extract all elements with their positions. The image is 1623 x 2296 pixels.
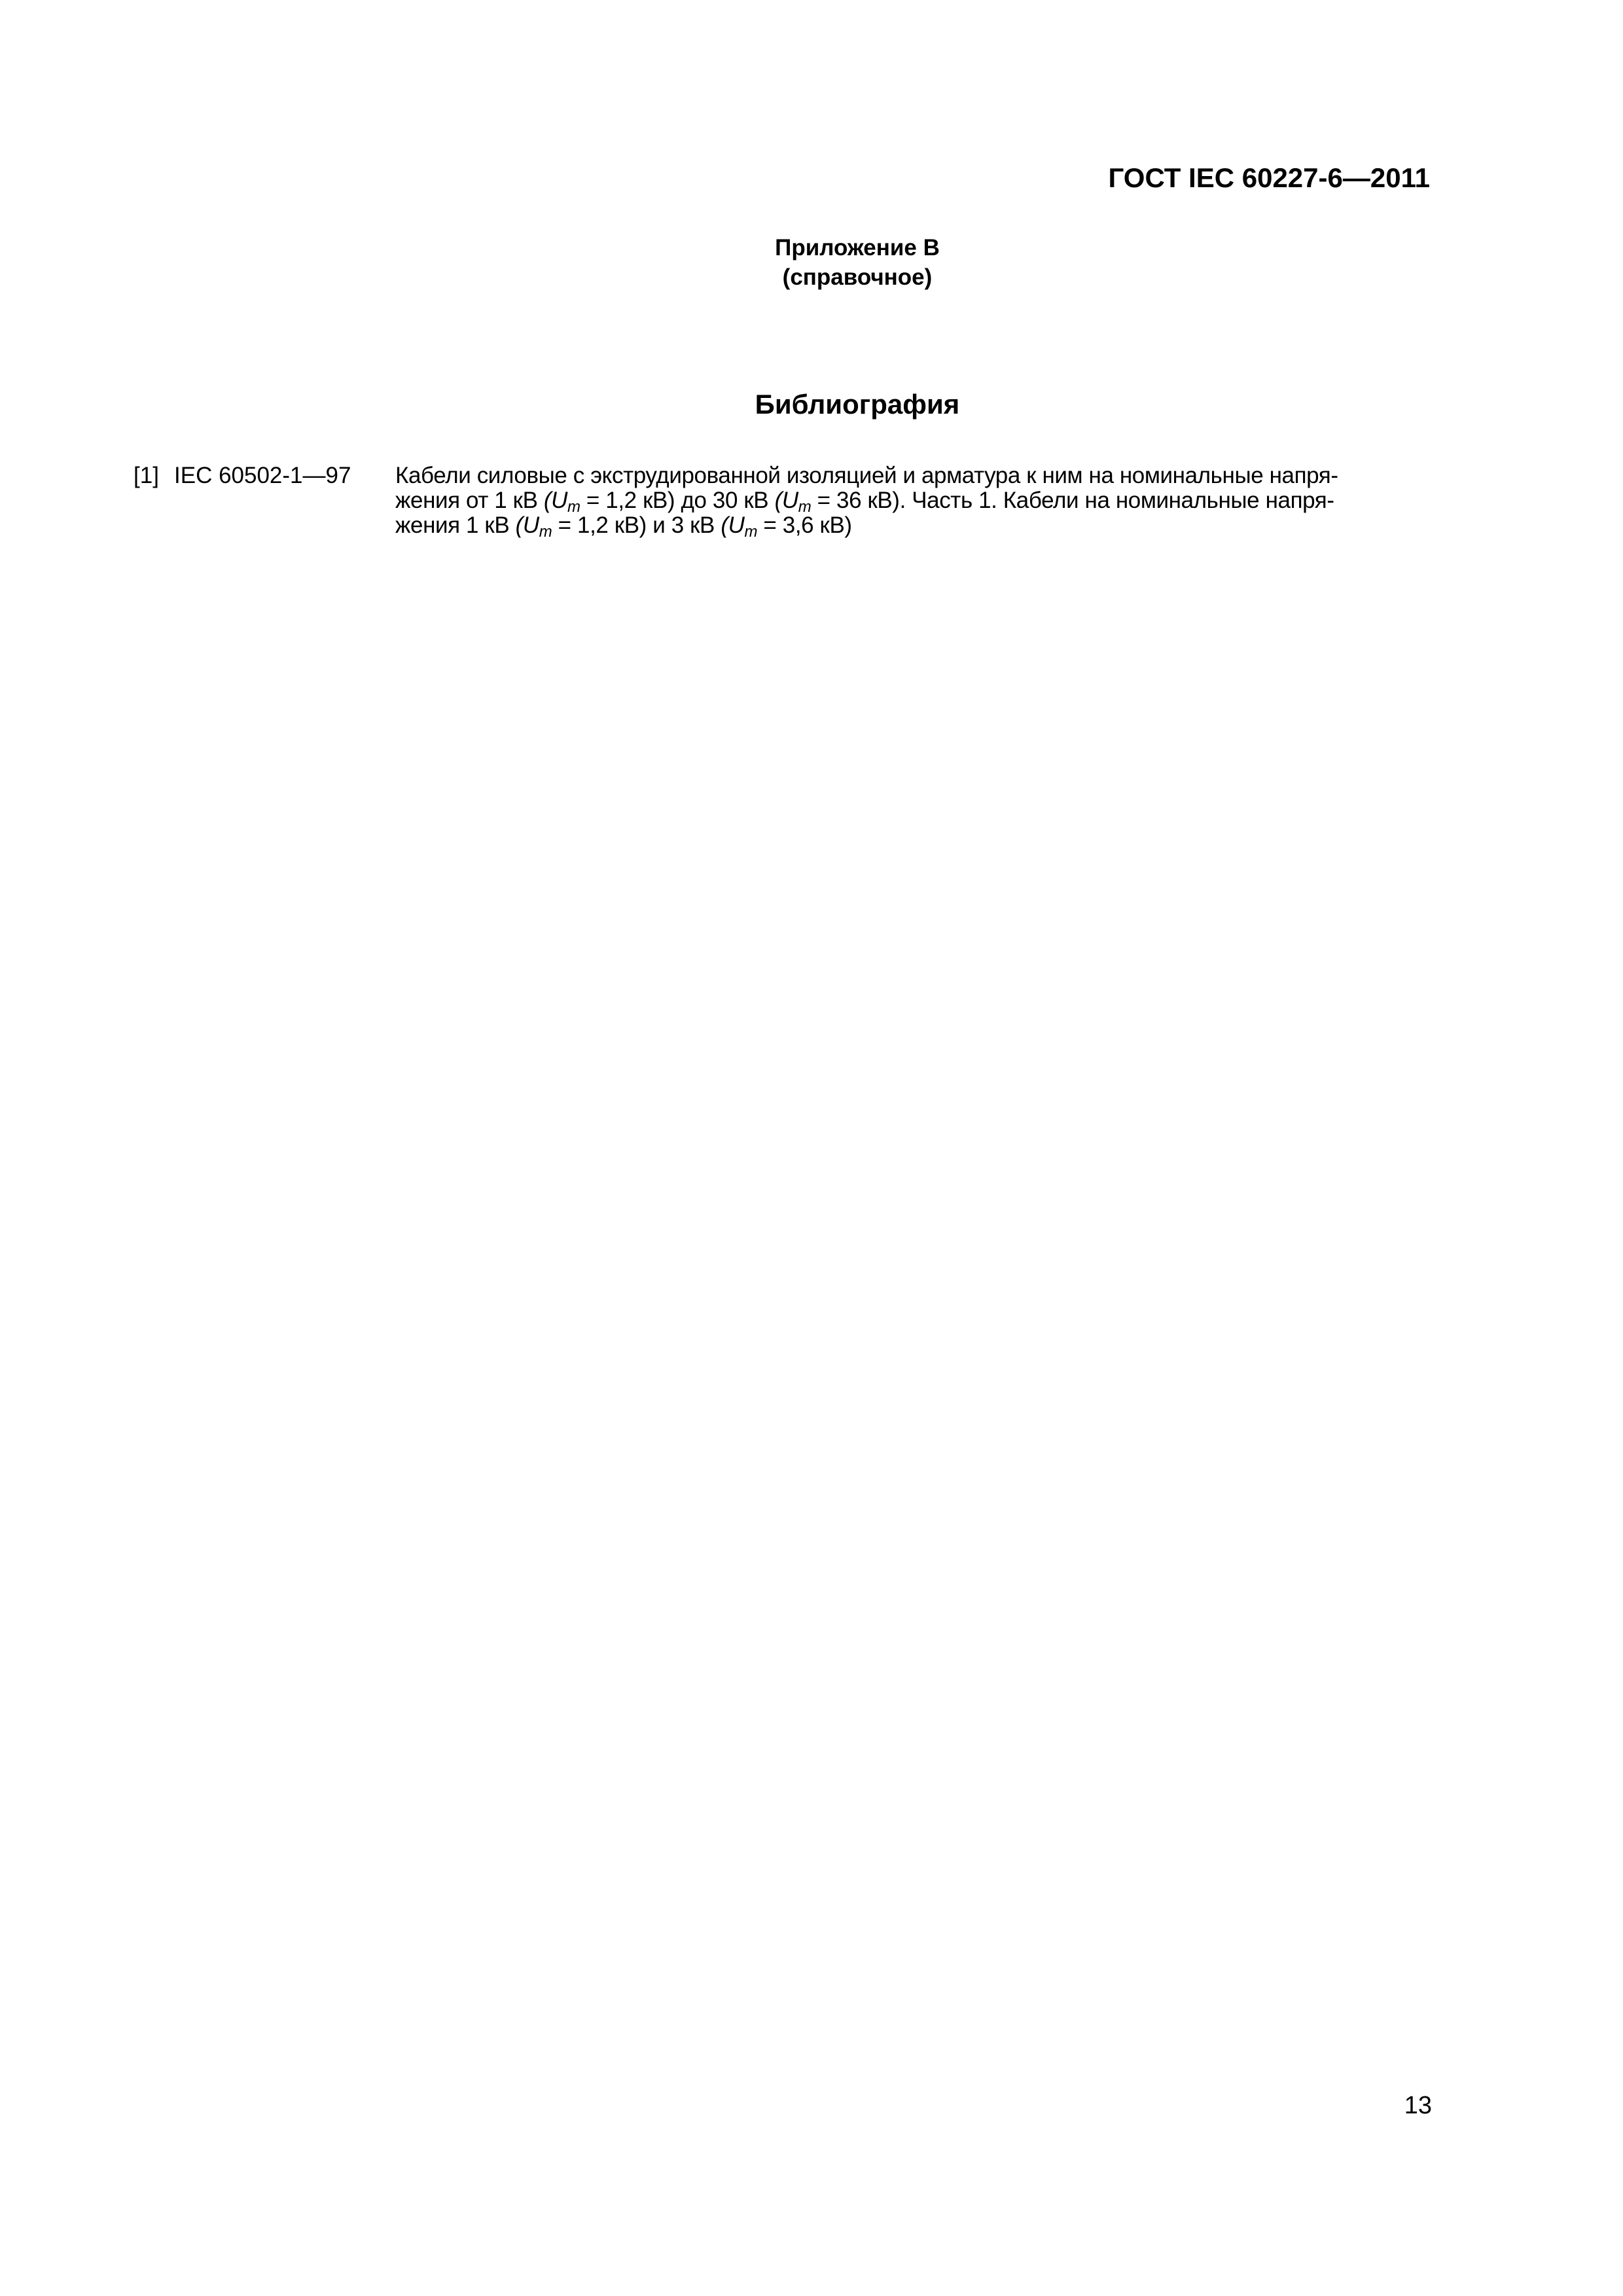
page-number: 13 — [1404, 2092, 1432, 2119]
entry-number: [1] — [134, 463, 159, 488]
entry-line-2: жения от 1 кВ ($U_m = 1,2$ кВ) до 30 кВ ($U_m = 36$ кВ). Часть 1. Кабели на номинальные напря- — [395, 488, 1334, 516]
bibliography-heading: Библиография — [755, 389, 960, 420]
entry-reference: IEC 60502-1—97 — [174, 463, 351, 488]
appendix-heading — [0, 233, 1623, 292]
entry-line-1: Кабели силовые с экструдированной изоляцией и арматура к ним на номинальные напря- — [395, 463, 1338, 488]
appendix-subtitle: (справочное) — [782, 264, 933, 290]
section-title — [0, 389, 1623, 420]
document-id-header: ГОСТ IEC 60227-6—2011 — [1108, 162, 1430, 193]
entry-line-3: жения 1 кВ ($U_m = 1,2$ кВ) и 3 кВ ($U_m = 3,6$ кВ) — [395, 512, 852, 541]
appendix-title: Приложение В — [775, 235, 940, 260]
entry-description — [395, 463, 1442, 541]
